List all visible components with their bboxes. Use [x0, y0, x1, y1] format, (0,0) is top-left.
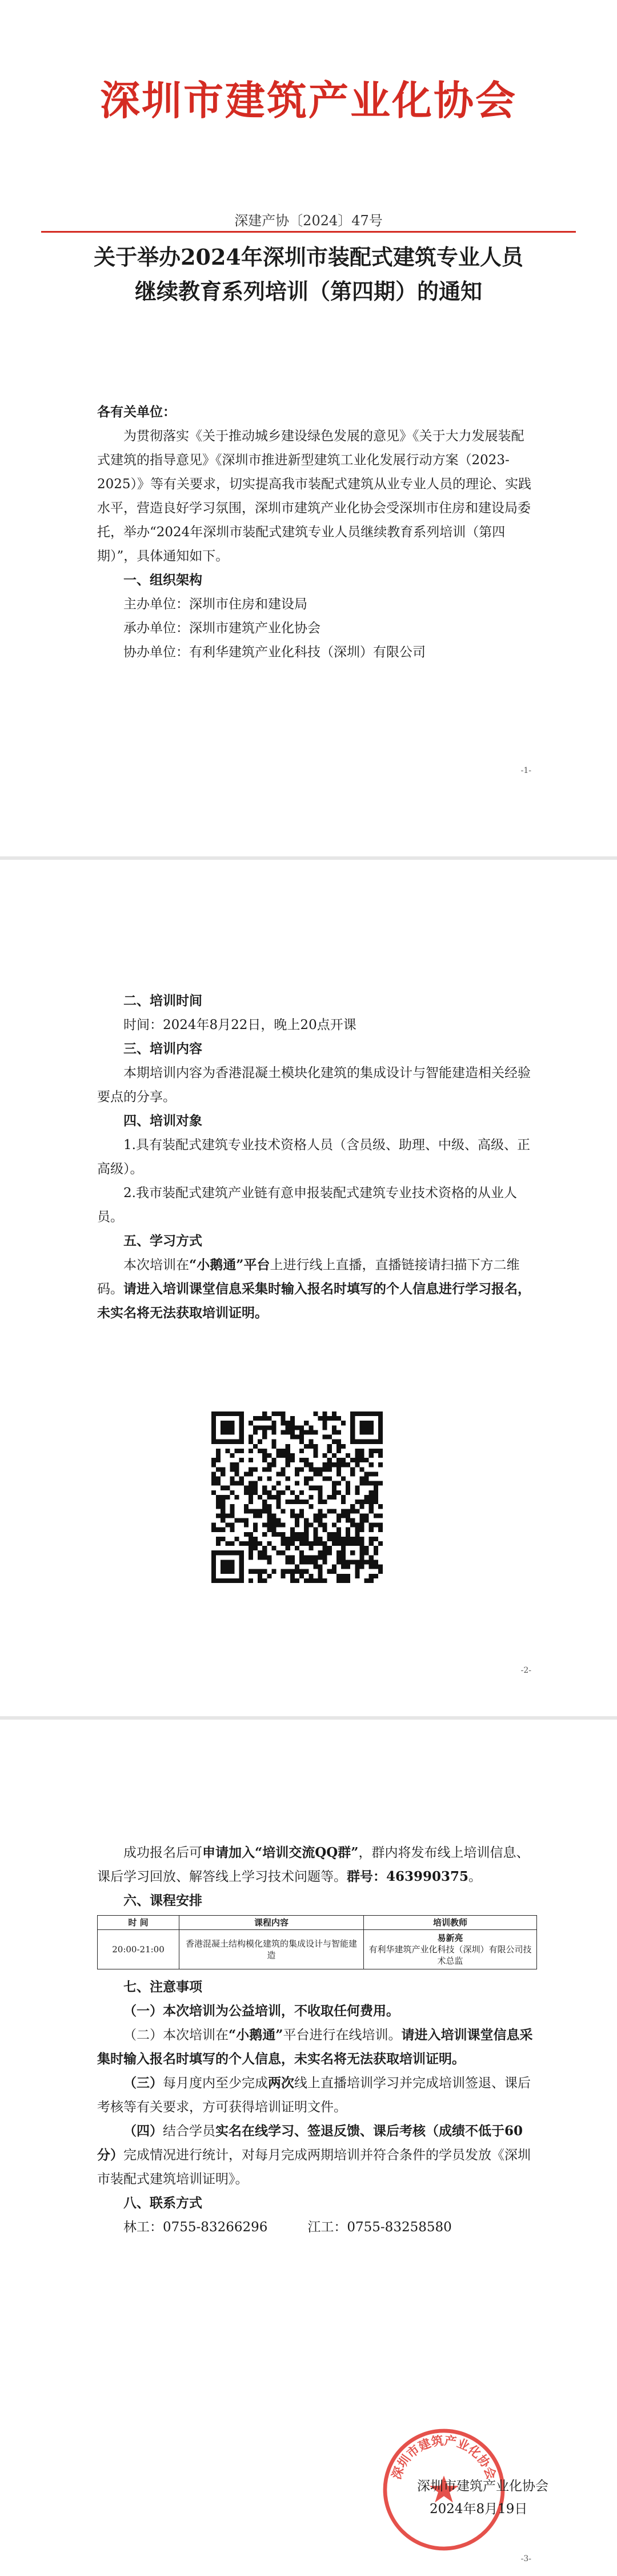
study-method-paragraph	[97, 1253, 537, 1325]
teacher-org: 有利华建筑产业化科技（深圳）有限公司技术总监	[368, 1944, 532, 1966]
note-3-text-a: 每月度内至少完成	[163, 2076, 268, 2091]
title-line-1: 关于举办2024年深圳市装配式建筑专业人员	[94, 244, 523, 270]
qq-group-number: 群号：463990375	[347, 1869, 469, 1884]
organizer-unit: 承办单位：深圳市建筑产业化协会	[123, 621, 320, 636]
svg-text:深圳市建筑产业化协会	[390, 2433, 499, 2482]
note-4	[97, 2119, 537, 2191]
section-6-heading: 六、课程安排	[123, 1893, 202, 1908]
training-time: 时间：2024年8月22日，晚上20点开课	[123, 1018, 356, 1032]
study-method-text-b: 上进行线上直播，直播链接请扫描下方二维码。	[97, 1258, 520, 1297]
contact-jiang: 江工：0755-83258580	[307, 2220, 452, 2235]
salutation: 各有关单位：	[97, 404, 176, 420]
note-3-bold: 两次	[268, 2075, 294, 2091]
note-2	[97, 2023, 537, 2071]
platform-name: “小鹅通”平台	[189, 1257, 270, 1273]
contact-line	[97, 2215, 537, 2239]
qq-text-b: ，群内将发布线上培训信息、课后学习回放、解答线上学习技术问题等。	[97, 1845, 530, 1884]
document-page-1	[0, 0, 617, 856]
section-5-heading: 五、学习方式	[123, 1233, 202, 1249]
section-8-heading: 八、联系方式	[123, 2195, 202, 2211]
document-page-3	[0, 1720, 617, 2576]
course-schedule-table	[97, 1915, 537, 1969]
document-page-2	[0, 860, 617, 1716]
target-item-2: 2.我市装配式建筑产业链有意申报装配式建筑专业技术资格的从业人员。	[97, 1186, 517, 1225]
co-organizer-unit: 协办单位：有利华建筑产业化科技（深圳）有限公司	[123, 645, 426, 660]
qq-group-invite: 申请加入“培训交流QQ群”	[202, 1845, 359, 1860]
qq-text-a: 成功报名后可	[123, 1845, 202, 1860]
registration-note: 请进入培训课堂信息采集时输入报名时填写的个人信息进行学习报名，未实名将无法获取培训证明。	[97, 1281, 531, 1321]
table-header-row	[98, 1916, 537, 1930]
section-7-heading: 七、注意事项	[123, 1979, 202, 1995]
table-row	[98, 1930, 537, 1969]
note-4-label: （四）	[123, 2123, 163, 2139]
note-3-text-b: 线上直播培训学习并完成培训签退、课后考核等有关要求，方可获得培训证明文件。	[97, 2076, 531, 2115]
note-1: （一）本次培训为公益培训，不收取任何费用。	[123, 2003, 399, 2019]
note-2-text-a: （二）本次培训在	[123, 2028, 229, 2043]
qq-group-paragraph	[97, 1841, 537, 1889]
teacher-name: 易新亮	[437, 1933, 463, 1943]
note-3-label: （三）	[123, 2075, 163, 2091]
note-2-text-b: 平台进行在线培训。	[283, 2028, 402, 2043]
org-masthead: 深圳市建筑产业化协会	[100, 77, 517, 124]
document-title	[51, 240, 566, 309]
page-3-body	[97, 1841, 537, 2239]
page-number: -3-	[520, 2554, 531, 2563]
qq-tail: 。	[468, 1869, 482, 1884]
page-number: -2-	[520, 1666, 531, 1675]
target-item-1: 1.具有装配式建筑专业技术资格人员（含员级、助理、中级、高级、正高级）。	[97, 1138, 530, 1177]
seal-text: 深圳市建筑产业化协会	[389, 2434, 499, 2482]
signing-organization: 深圳市建筑产业化协会	[417, 2479, 548, 2494]
note-4-text-a: 结合学员	[163, 2124, 215, 2139]
note-2-bold: 请进入培训课堂信息采集时输入报名时填写的个人信息，未实名将无法获取培训证明。	[97, 2027, 533, 2067]
intro-paragraph: 为贯彻落实《关于推动城乡建设绿色发展的意见》《关于大力发展装配式建筑的指导意见》《深圳市推进新型建筑工业化发展行动方案（2023-2025）》等有关要求，切实提高我市装配式建筑从业专业人员的理论、实践水平，营造良好学习氛围，深圳市建筑产业化协会受深圳市住房和建设局委托，举办“2024年深圳市装配式建筑专业人员继续教育系列培训（第四期）”，具体通知如下。	[97, 429, 532, 564]
title-line-2: 继续教育系列培训（第四期）的通知	[134, 278, 482, 304]
column-header-time: 时 间	[98, 1916, 179, 1930]
note-2-platform: “小鹅通”	[229, 2027, 283, 2043]
section-2-heading: 二、培训时间	[123, 993, 202, 1008]
signing-date: 2024年8月19日	[430, 2502, 528, 2517]
qr-code-graphic	[211, 1411, 383, 1583]
cell-time: 20:00-21:00	[98, 1930, 179, 1969]
section-4-heading: 四、培训对象	[123, 1113, 202, 1129]
page-number: -1-	[520, 766, 531, 775]
contact-lin: 林工：0755-83266296	[123, 2220, 268, 2235]
document-number: 深建产协〔2024〕47号	[234, 213, 383, 229]
training-content: 本期培训内容为香港混凝土模块化建筑的集成设计与智能建造相关经验要点的分享。	[97, 1066, 531, 1104]
registration-qr-code[interactable]	[211, 1411, 383, 1583]
section-3-heading: 三、培训内容	[123, 1041, 202, 1056]
cell-teacher	[364, 1930, 537, 1969]
page-2-body	[97, 989, 537, 1325]
section-1-heading: 一、组织架构	[123, 572, 202, 588]
host-unit: 主办单位：深圳市住房和建设局	[123, 597, 307, 612]
note-3	[97, 2071, 537, 2119]
study-method-text-a: 本次培训在	[123, 1258, 189, 1273]
column-header-teacher: 培训教师	[364, 1916, 537, 1930]
cell-course: 香港混凝土结构模化建筑的集成设计与智能建造	[179, 1930, 364, 1969]
note-4-bold: 实名在线学习、签退反馈、课后考核（成绩不低于60分）	[97, 2123, 523, 2163]
note-4-text-b: 完成情况进行统计，对每月完成两期培训并符合条件的学员发放《深圳市装配式建筑培训证明》。	[97, 2148, 531, 2187]
page-1-body	[97, 400, 537, 664]
column-header-course: 课程内容	[179, 1916, 364, 1930]
red-divider-line	[41, 231, 576, 233]
